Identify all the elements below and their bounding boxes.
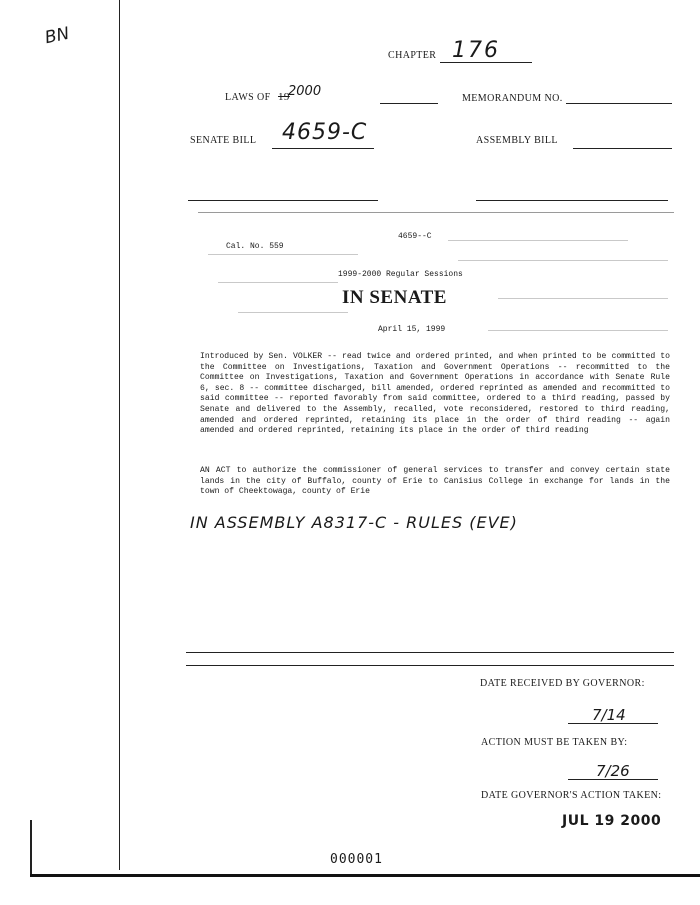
act-title-text: AN ACT to authorize the commissioner of general services to transfer and convey certain state lands in the city of Buffalo, county of Erie to Canisius College in exchange for lands in the town of Cheektowaga, county of Erie (200, 466, 670, 497)
senate-bill-value: 4659-C (282, 120, 368, 145)
chapter-value: 176 (452, 38, 500, 63)
laws-of-struck-year: 19 (278, 91, 290, 103)
action-by-underline (568, 779, 658, 780)
session-title: 1999-2000 Regular Sessions (338, 270, 463, 279)
page-number: 000001 (330, 852, 383, 867)
chapter-label: CHAPTER (388, 50, 437, 61)
senate-bill-underline (272, 148, 374, 149)
calendar-number: Cal. No. 559 (226, 242, 284, 251)
left-corner-tick (30, 820, 32, 876)
house-title: IN SENATE (342, 287, 447, 308)
lower-rule-1 (186, 652, 674, 653)
margin-initials: BN (43, 23, 72, 49)
assembly-note: IN ASSEMBLY A8317-C - RULES (EVE) (190, 513, 518, 532)
date-received-label: DATE RECEIVED BY GOVERNOR: (480, 678, 645, 689)
bill-date: April 15, 1999 (378, 325, 446, 334)
introduction-text: Introduced by Sen. VOLKER -- read twice and ordered printed, and when printed to be committed to the Committee on Investigations, Taxation and Government Operations -- recommitted to the Committee on Investigations, Taxation and Government Operations in accordance with Senate Rule 6, sec. 8 -- committee discharged, bill amended, ordered reprinted as amended and recommitted to said committee -- reported favorably from said committee, ordered to a third reading, passed by Senate and delivered to the Assembly, recalled, vote reconsidered, restored to third reading, amended and ordered reprinted, retaining its place in the order of third reading -- again amended and ordered reprinted, retaining its place in the order of third reading (200, 352, 670, 436)
assembly-bill-underline (573, 148, 672, 149)
date-received-value: 7/14 (592, 706, 626, 724)
memorandum-underline (566, 103, 672, 104)
memorandum-label: MEMORANDUM NO. (462, 93, 563, 104)
laws-of-value: 2000 (288, 84, 322, 99)
assembly-bill-label: ASSEMBLY BILL (476, 135, 558, 146)
date-received-underline (568, 723, 658, 724)
chapter-underline (440, 62, 532, 63)
action-by-label: ACTION MUST BE TAKEN BY: (481, 737, 628, 748)
blank-line-right (476, 200, 668, 201)
bill-number: 4659--C (398, 232, 432, 241)
action-taken-stamp: JUL 19 2000 (562, 813, 662, 829)
action-taken-label: DATE GOVERNOR'S ACTION TAKEN: (481, 790, 662, 801)
laws-of-label: LAWS OF (225, 92, 271, 103)
blank-line-left (188, 200, 378, 201)
lower-rule-2 (186, 665, 674, 666)
bottom-border-line (30, 874, 700, 877)
senate-bill-label: SENATE BILL (190, 135, 257, 146)
laws-underline (380, 103, 438, 104)
left-margin-line (119, 0, 120, 870)
action-by-value: 7/26 (596, 762, 630, 780)
